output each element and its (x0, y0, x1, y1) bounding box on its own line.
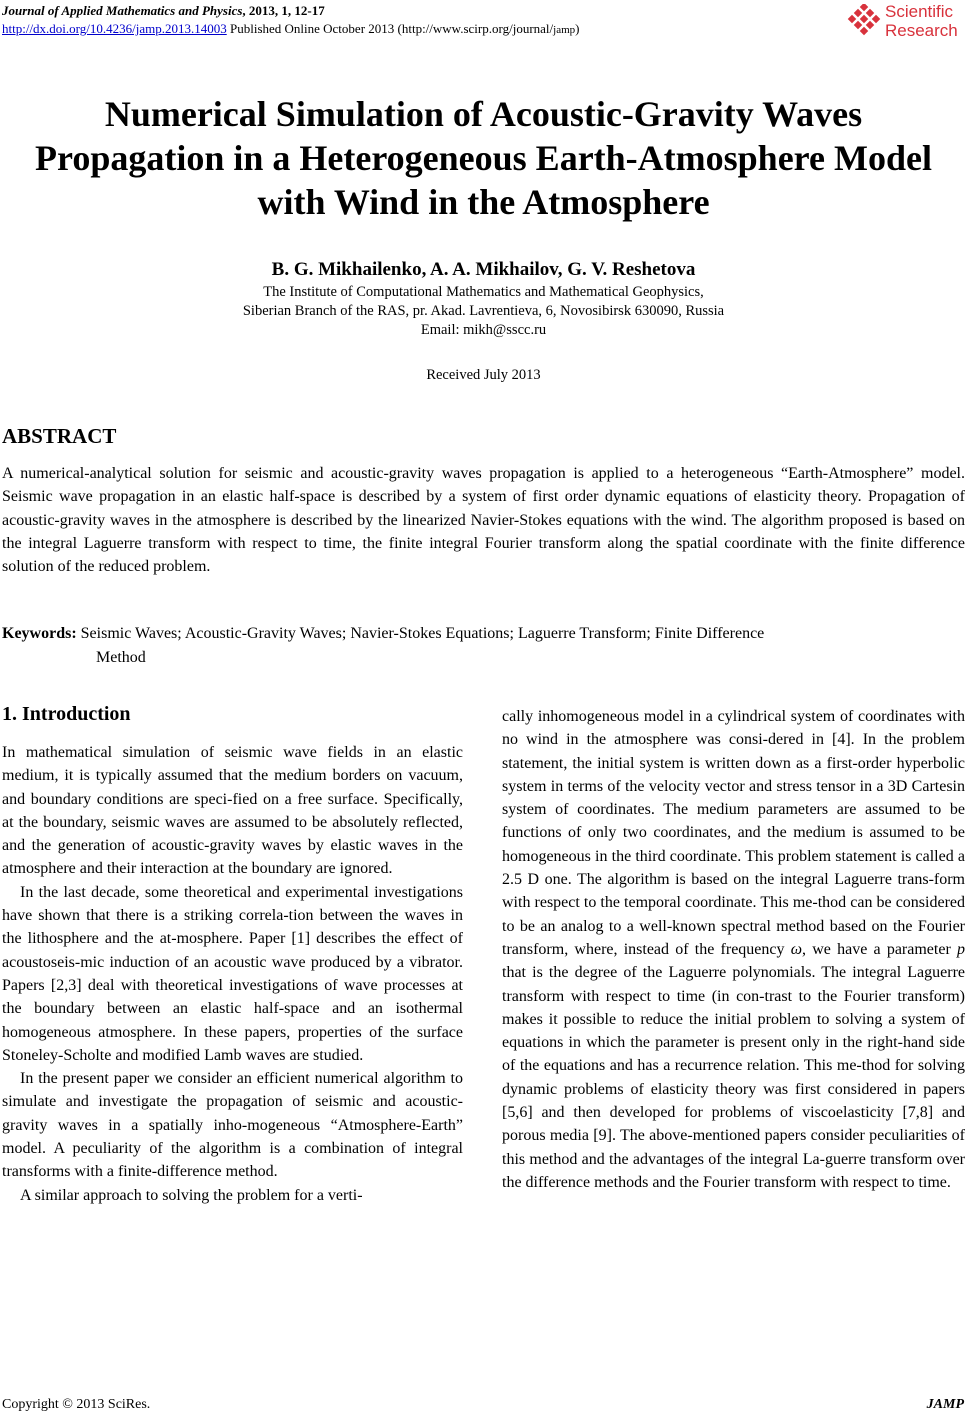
journal-abbr: JAMP (926, 1397, 964, 1412)
keywords-list-cont: Method (96, 649, 146, 666)
scientific-research-logo (847, 2, 965, 42)
journal-citation (2, 2, 325, 19)
authors: B. G. Mikhailenko, A. A. Mikhailov, G. V. Reshetova (271, 259, 696, 280)
paragraph: A similar approach to solving the problem for a verti- (20, 1186, 363, 1204)
journal-slug: jamp (553, 24, 576, 36)
keywords (2, 622, 965, 670)
copyright: Copyright © 2013 SciRes. (2, 1397, 151, 1412)
logo-diamond-icon (847, 4, 881, 38)
paper-title: Numerical Simulation of Acoustic-Gravity Waves Propagation in a Heterogeneous Earth-Atmosphere Model with Wind in the Atmosphere (35, 94, 932, 222)
affiliation-line-2: Siberian Branch of the RAS, pr. Akad. Lavrentieva, 6, Novosibirsk 630090, Russia (242, 303, 725, 319)
published-text: Published Online October 2013 (http://www.scirp.org/journal/ (226, 21, 554, 36)
paragraph: In mathematical simulation of seismic wave fields in an elastic medium, it is typically assumed that the medium borders on vacuum, and boundary conditions are speci-fied on a free surface. Specifically, at the boundary, seismic waves are assumed to be absolutely reflected, and the generation of acoustic-gravity waves by elastic waves in the atmosphere and their interaction at the boundary are ignored. (2, 744, 463, 878)
paragraph-text: , we have a parameter (802, 940, 957, 958)
publication-line (2, 20, 579, 39)
keywords-list: Seismic Waves; Acoustic-Gravity Waves; Navier-Stokes Equations; Laguerre Transform; Finite Difference (76, 625, 765, 642)
paragraph-text: cally inhomogeneous model in a cylindrical system of coordinates with no wind in the atmosphere was consi-dered in [4]. In the problem statement, the initial system is written down as a first-order hyperbolic system in terms of the velocity vector and stress tensor in a 3D Cartesin system of coordinates. The medium parameters are assumed to be functions of only two coordinates, and the medium is assumed to be homogeneous in the third coordinate. This problem statement is called a 2.5 D one. The algorithm is based on the integral Laguerre trans-form with respect to the temporal coordinate. This me-thod can be considered to be an analog to a well-known spectral method based on the Fourier transform, where, instead of the frequency (502, 708, 965, 958)
doi-link[interactable]: http://dx.doi.org/10.4236/jamp.2013.14003 (2, 21, 227, 36)
abstract-text: A numerical-analytical solution for seismic and acoustic-gravity waves propagation is applied to a heterogeneous “Earth-Atmosphere” model. Seismic wave propagation in an elastic half-space is described by a system of first order dynamic equations of elasticity theory. Propagation of acoustic-gravity waves in the atmosphere is described by the linearized Navier-Stokes equations with the wind. The algorithm proposed is based on the integral Laguerre transform with respect to time, the finite integral Fourier transform along the spatial coordinate with the finite difference solution of the reduced problem. (2, 465, 965, 576)
published-end: ) (575, 21, 580, 36)
logo-line-2: Research (885, 21, 958, 40)
journal-name: Journal of Applied Mathematics and Physics (2, 3, 243, 18)
omega-symbol: ω (790, 940, 803, 958)
journal-volume: , 2013, 1, 12-17 (242, 3, 325, 18)
affiliation-line-1: The Institute of Computational Mathematics and Mathematical Geophysics, (263, 284, 704, 300)
p-symbol: p (957, 940, 965, 958)
author-email: Email: mikh@sscc.ru (420, 322, 547, 338)
received-date: Received July 2013 (426, 367, 541, 383)
keywords-label: Keywords: (2, 625, 77, 642)
affiliation (0, 283, 967, 340)
logo-line-1: Scientific (885, 2, 954, 21)
paragraph: In the present paper we consider an efficient numerical algorithm to simulate and investigate the propagation of seismic and acoustic-gravity waves in a spatially inho-mogeneous “Atmosphere-Earth” model. A peculiarity of the algorithm is a combination of integral transforms with a finite-difference method. (2, 1070, 463, 1181)
paragraph-text: that is the degree of the Laguerre polynomials. The integral Laguerre transform with respect to time (in con-trast to the Fourier transform) makes it possible to reduce the initial problem to solving a system of equations in which the parameter is present only in the right-hand side of the equations and has a recurrence relation. This me-thod for solving dynamic problems of elasticity theory was first considered in papers [5,6] and then developed for problems of viscoelasticity [7,8] and porous media [9]. The above-mentioned papers consider peculiarities of this method and the advantages of the integral La-guerre transform over the difference methods and the Fourier transform with respect to time. (502, 964, 965, 1191)
right-column (502, 705, 965, 1194)
section-heading: 1. Introduction (2, 703, 131, 725)
abstract-heading: ABSTRACT (2, 424, 117, 448)
paragraph: In the last decade, some theoretical and experimental investigations have shown that there is a striking correla-tion between the waves in the lithosphere and the at-mosphere. Paper [1] describes the effect of acoustoseis-mic induction of an acoustic wave produced by a vibrator. Papers [2,3] deal with theoretical investigations of wave processes at the boundary between an elastic half-space and an isothermal homogeneous atmosphere. In these papers, properties of the surface Stoneley-Scholte and modified Lamb waves are studied. (2, 883, 463, 1064)
logo-text (885, 2, 958, 40)
left-column (2, 741, 463, 1207)
paragraph (502, 705, 965, 1194)
